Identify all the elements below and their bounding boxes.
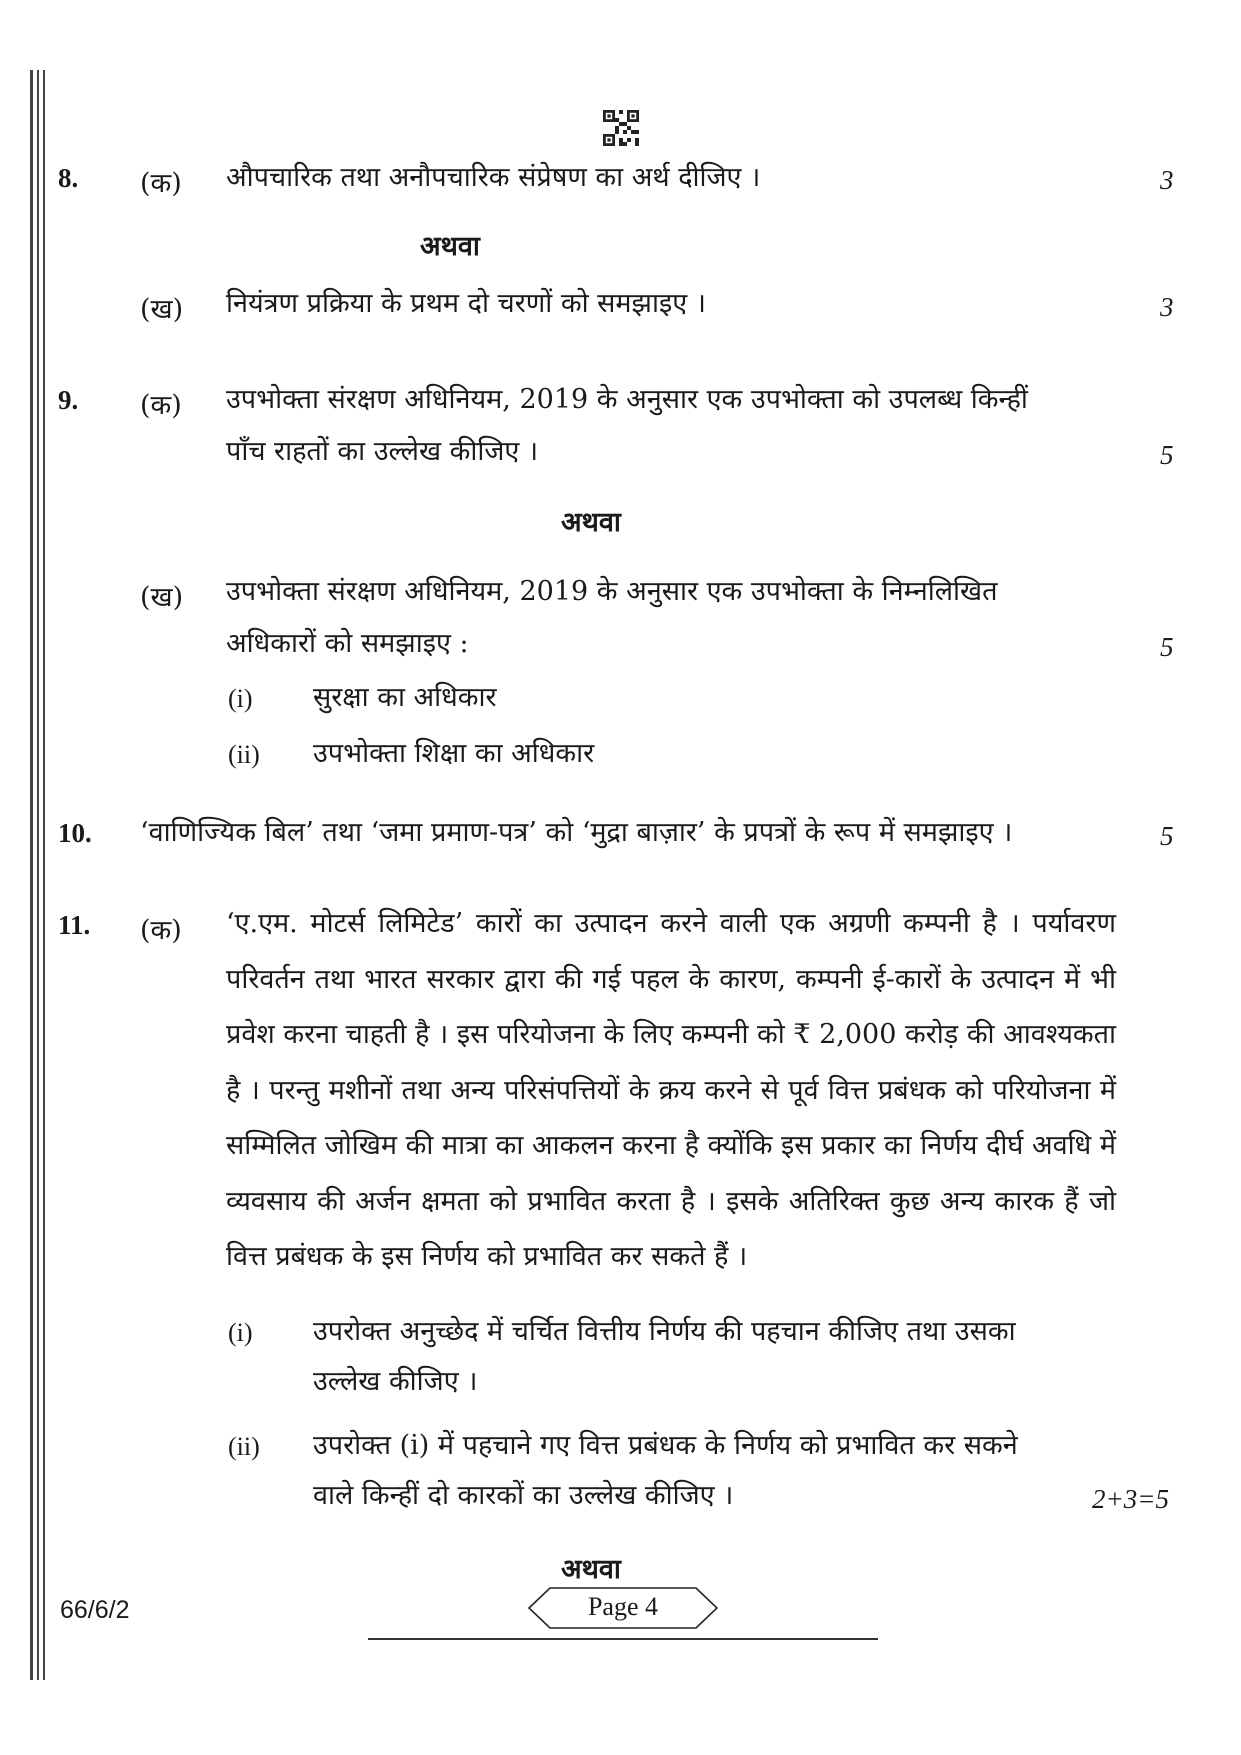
margin-rule-inner bbox=[43, 70, 45, 1680]
question-9b-item-2-text: उपभोक्ता शिक्षा का अधिकार bbox=[313, 738, 595, 769]
question-10-text: ‘वाणिज्यिक बिल’ तथा ‘जमा प्रमाण-पत्र’ को ‘मुद्रा बाज़ार’ के प्रपत्रों के रूप में समझाइए । bbox=[140, 817, 1013, 848]
question-9-number: 9. bbox=[58, 385, 79, 415]
question-8b-marks: 3 bbox=[1160, 292, 1174, 322]
qr-code-icon bbox=[603, 110, 639, 146]
question-9b-marks: 5 bbox=[1160, 632, 1174, 662]
question-9b-line-2: अधिकारों को समझाइए : bbox=[226, 628, 469, 659]
question-11-number: 11. bbox=[58, 910, 91, 940]
question-9a-line-2: पाँच राहतों का उल्लेख कीजिए । bbox=[226, 436, 539, 467]
question-11a-sub-i-line-2: उल्लेख कीजिए । bbox=[313, 1366, 478, 1397]
question-8-number: 8. bbox=[58, 163, 79, 193]
page-number-box bbox=[528, 1586, 718, 1630]
question-8-or: अथवा bbox=[420, 231, 480, 262]
question-9b-label: (ख) bbox=[140, 582, 184, 613]
margin-rule-outer bbox=[37, 70, 39, 1680]
question-10-number: 10. bbox=[58, 818, 92, 848]
question-11a-label: (क) bbox=[140, 915, 182, 946]
question-11a-marks: 2+3=5 bbox=[1092, 1484, 1169, 1514]
question-11a-sub-ii-line-2: वाले किन्हीं दो कारकों का उल्लेख कीजिए । bbox=[313, 1480, 734, 1511]
question-8a-label: (क) bbox=[140, 168, 182, 199]
question-8a-text: औपचारिक तथा अनौपचारिक संप्रेषण का अर्थ दीजिए । bbox=[226, 162, 761, 193]
question-11a-sub-ii-label: (ii) bbox=[228, 1432, 260, 1461]
question-8b-text: नियंत्रण प्रक्रिया के प्रथम दो चरणों को समझाइए । bbox=[226, 288, 706, 319]
margin-rule-thick bbox=[30, 70, 33, 1680]
footer-rule bbox=[368, 1638, 878, 1640]
question-11a-sub-ii-line-1: उपरोक्त (i) में पहचाने गए वित्त प्रबंधक के निर्णय को प्रभावित कर सकने bbox=[313, 1430, 1018, 1461]
question-8a-marks: 3 bbox=[1160, 165, 1174, 195]
question-10-marks: 5 bbox=[1160, 821, 1174, 851]
question-11a-paragraph: ‘ए.एम. मोटर्स लिमिटेड’ कारों का उत्पादन करने वाली एक अग्रणी कम्पनी है । पर्यावरण परिवर्तन तथा भारत सरकार द्वारा की गई पहल के कारण, कम्पनी ई-कारों के उत्पादन में भी प्रवेश करना चाहती है । इस परियोजना के लिए कम्पनी को ₹ 2,000 करोड़ की आवश्यकता है । परन्तु मशीनों तथा अन्य परिसंपत्तियों के क्रय करने से पूर्व वित्त प्रबंधक को परियोजना में सम्मिलित जोखिम की मात्रा का आकलन करना है क्योंकि इस प्रकार का निर्णय दीर्घ अवधि में व्यवसाय की अर्जन क्षमता को प्रभावित करता है । इसके अतिरिक्त कुछ अन्य कारक हैं जो वित्त प्रबंधक के इस निर्णय को प्रभावित कर सकते हैं । bbox=[226, 908, 1116, 1272]
question-9a-label: (क) bbox=[140, 390, 182, 421]
question-9b-item-1-label: (i) bbox=[228, 684, 253, 713]
page-number-label: Page 4 bbox=[587, 1592, 659, 1621]
question-9b-item-2-label: (ii) bbox=[228, 740, 260, 769]
question-9b-item-1-text: सुरक्षा का अधिकार bbox=[313, 682, 497, 713]
question-8b-label: (ख) bbox=[140, 294, 184, 325]
question-11-or: अथवा bbox=[561, 1554, 621, 1585]
question-9a-line-1: उपभोक्ता संरक्षण अधिनियम, 2019 के अनुसार एक उपभोक्ता को उपलब्ध किन्हीं bbox=[226, 384, 1028, 415]
question-9b-line-1: उपभोक्ता संरक्षण अधिनियम, 2019 के अनुसार एक उपभोक्ता के निम्नलिखित bbox=[226, 576, 998, 607]
paper-code: 66/6/2 bbox=[60, 1596, 130, 1624]
question-9-or: अथवा bbox=[561, 507, 621, 538]
question-9a-marks: 5 bbox=[1160, 440, 1174, 470]
question-11a-sub-i-label: (i) bbox=[228, 1318, 253, 1347]
question-11a-sub-i-line-1: उपरोक्त अनुच्छेद में चर्चित वित्तीय निर्णय की पहचान कीजिए तथा उसका bbox=[313, 1316, 1016, 1347]
